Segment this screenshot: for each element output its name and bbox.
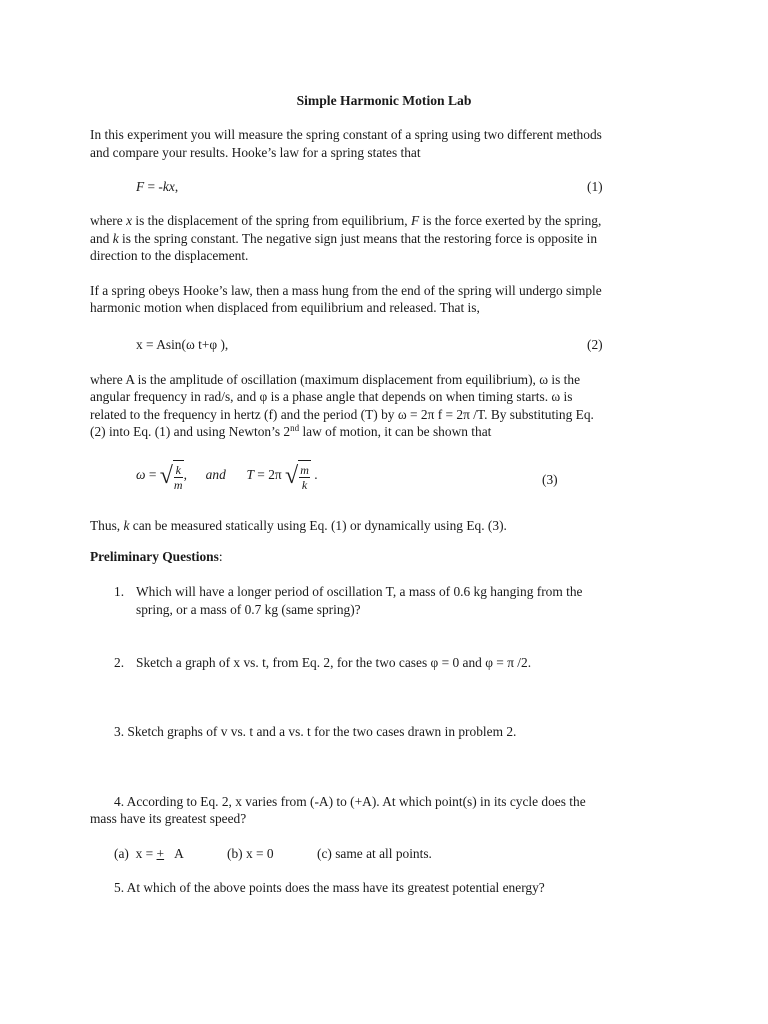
q3-text: 3. Sketch graphs of v vs. t and a vs. t for the two cases drawn in problem 2. xyxy=(114,724,517,739)
eq1-k: k xyxy=(162,179,169,194)
eq3-sqrt-1: √ $\frac{k}{m}$ xyxy=(160,460,184,492)
page-title: Simple Harmonic Motion Lab xyxy=(296,93,472,108)
intro-line-1: In this experiment you will measure the spring constant of a spring using two different methods xyxy=(90,127,602,142)
q2-number: 2. xyxy=(114,655,125,670)
where2-line-1: where A is the amplitude of oscillation (maximum displacement from equilibrium), ω is the xyxy=(90,372,581,387)
q1-number: 1. xyxy=(114,584,125,599)
q1-line-2: spring, or a mass of 0.7 kg (same spring)? xyxy=(136,602,361,617)
q4-line-2: mass have its greatest speed? xyxy=(90,811,247,826)
equation-3: ω = √ $\frac{k}{m}$ , and T = 2π √ $\frac{m}{k}$ . xyxy=(136,460,318,492)
where1-line-1: where x is the displacement of the spring from equilibrium, F is the force exerted by the spring, xyxy=(90,213,602,228)
equation-2: x = Asin(ω t+φ ), xyxy=(136,337,229,352)
preliminary-heading: Preliminary Questions: xyxy=(90,549,223,564)
eq3-T: T xyxy=(246,467,254,482)
q4-option-b: (b) x = 0 xyxy=(227,846,274,861)
hooke-line-1: If a spring obeys Hooke’s law, then a mass hung from the end of the spring will undergo simple xyxy=(90,283,602,298)
equation-1 xyxy=(136,178,178,195)
thus-line: Thus, k can be measured statically using Eq. (1) or dynamically using Eq. (3). xyxy=(90,518,507,533)
eq1-F: F xyxy=(136,179,145,194)
eq1-x: x xyxy=(168,179,175,194)
where2-line-2: angular frequency in rad/s, and φ is a phase angle that depends on when timing starts. ω is xyxy=(90,389,573,404)
where1-line-3: direction to the displacement. xyxy=(90,248,249,263)
eq1-equals: = - xyxy=(144,179,163,194)
q4-option-a: (a) x = + A xyxy=(114,846,184,861)
equation-1-number: (1) xyxy=(587,179,603,194)
eq3-sqrt-2: √ $\frac{m}{k}$ xyxy=(285,460,311,492)
q4-option-c: (c) same at all points. xyxy=(317,846,432,861)
eq3-and: and xyxy=(205,467,226,482)
hooke-line-2: harmonic motion when displaced from equilibrium and released. That is, xyxy=(90,300,480,315)
q1-line-1: Which will have a longer period of oscillation T, a mass of 0.6 kg hanging from the xyxy=(136,584,583,599)
equation-2-number: (2) xyxy=(587,337,603,352)
where2-line-4: (2) into Eq. (1) and using Newton’s 2nd law of motion, it can be shown that xyxy=(90,423,492,439)
where1-line-2: and k is the spring constant. The negative sign just means that the restoring force is opposite in xyxy=(90,231,598,246)
equation-3-number: (3) xyxy=(542,472,558,487)
q4-line-1: 4. According to Eq. 2, x varies from (-A) to (+A). At which point(s) in its cycle does the xyxy=(114,794,586,809)
eq3-omega: ω xyxy=(136,467,146,482)
where2-line-3: related to the frequency in hertz (f) and the period (T) by ω = 2π f = 2π /T. By substituting Eq. xyxy=(90,407,594,422)
q2-text: Sketch a graph of x vs. t, from Eq. 2, for the two cases φ = 0 and φ = π /2. xyxy=(136,655,532,670)
q5-text: 5. At which of the above points does the mass have its greatest potential energy? xyxy=(114,880,545,895)
eq1-tail: , xyxy=(174,179,179,194)
intro-line-2: and compare your results. Hooke’s law for a spring states that xyxy=(90,145,421,160)
